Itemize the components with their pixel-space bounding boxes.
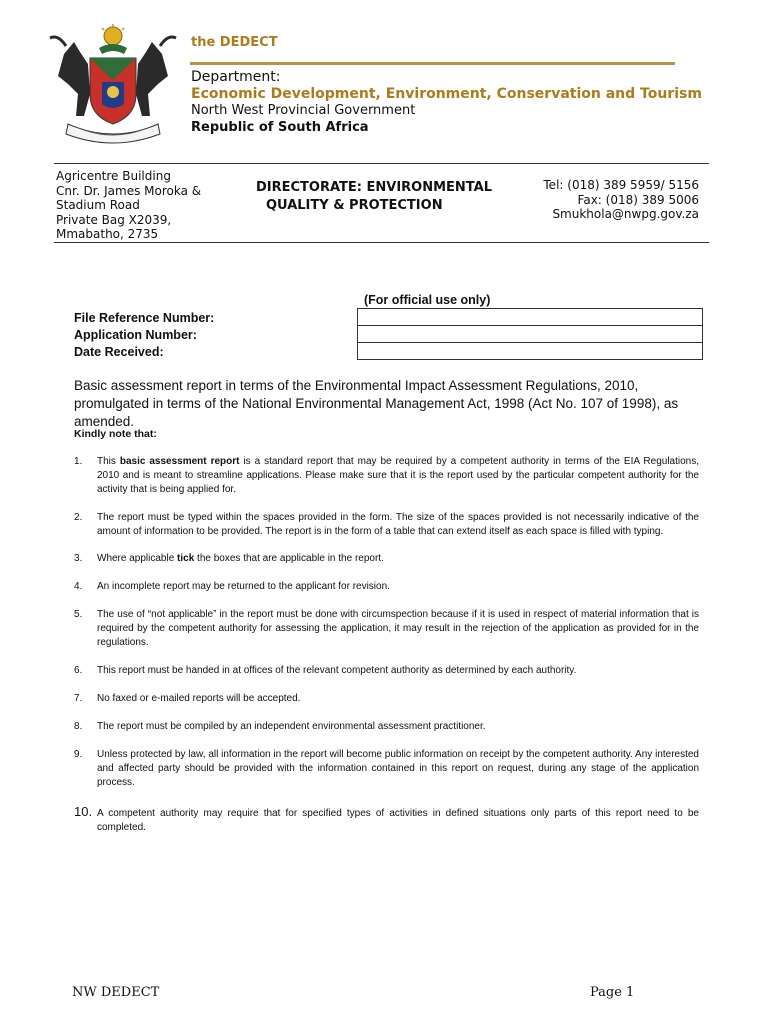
contact-details [543,178,699,222]
telephone: Tel: (018) 389 5959/ 5156 [543,178,699,192]
list-item: 7. No faxed or e-mailed reports will be accepted. [74,693,301,704]
file-reference-field[interactable] [358,309,703,326]
header-divider-bottom [54,242,709,243]
date-received-field[interactable] [358,343,703,360]
coat-of-arms-icon [44,24,182,148]
list-item: 4. An incomplete report may be returned to the applicant for revision. [74,581,390,592]
address-line: Cnr. Dr. James Moroka & [56,183,202,198]
provincial-government: North West Provincial Government [191,103,416,118]
gold-divider [190,62,675,65]
directorate-title [256,179,492,215]
official-use-caption: (For official use only) [364,293,491,307]
address-line: Stadium Road [56,198,140,212]
directorate-line-2: QUALITY & PROTECTION [266,198,443,213]
official-use-labels [74,310,214,361]
list-item: 6. This report must be handed in at offices of the relevant competent authority as determined by each authority. [74,665,577,676]
fax: Fax: (018) 389 5006 [577,192,699,207]
list-item: 1. This basic assessment report is a standard report that may be required by a competent authority in terms of the EIA Regulations, 2010 and is meant to streamline applications. Please make sure that it is the report used by the particular competent authority for the activity that is being applied for. [74,456,700,495]
list-item: 8. The report must be compiled by an independent environmental assessment practitioner. [74,721,486,732]
date-received-label: Date Received: [74,345,164,359]
directorate-line-1: DIRECTORATE: ENVIRONMENTAL [256,180,493,195]
email: Smukhola@nwpg.gov.za [552,207,699,221]
department-name: Economic Development, Environment, Conservation and Tourism [191,86,702,102]
postal-address [56,169,201,242]
list-item: 2. The report must be typed within the spaces provided in the form. The size of the spaces provided is not necessarily indicative of the amount of information to be provided. The report is in the form of a table that can extend itself as each space is filled with typing. [74,512,699,537]
address-line: Agricentre Building [56,169,171,183]
department-label: Department: [191,69,281,85]
address-line: Private Bag X2039, [56,212,172,227]
official-use-table [357,308,703,360]
application-number-label: Application Number: [74,328,197,342]
page-number: Page 1 [590,985,635,1000]
application-number-field[interactable] [358,326,703,343]
footer-organisation: NW DEDECT [72,985,160,1000]
department-short-title: the DEDECT [191,35,278,50]
file-reference-label: File Reference Number: [74,311,215,325]
country-name: Republic of South Africa [191,120,369,135]
kindly-note-heading: Kindly note that: [74,428,157,440]
list-item: 5. The use of “not applicable” in the report must be done with circumspection because if it is used in respect of material information that is required by the competent authority for assessing the application, it may result in the rejection of the application as provided for in the regulations. [74,609,699,648]
list-item: 3. Where applicable tick the boxes that are applicable in the report. [74,553,384,564]
intro-paragraph: Basic assessment report in terms of the Environmental Impact Assessment Regulations, 2010, promulgated in terms of the National Environmental Management Act, 1998 (Act No. 107 of 1998), as amended. [74,378,679,429]
list-item: 10. A competent authority may require that for specified types of activities in defined situations only parts of this report need to be completed. [74,804,699,833]
address-line: Mmabatho, 2735 [56,227,159,241]
header-divider-top [54,163,709,164]
list-item: 9. Unless protected by law, all information in the report will become public information on receipt by the competent authority. Any interested and affected party should be provided with the information contained in this report on request, during any stage of the application process. [74,749,699,788]
